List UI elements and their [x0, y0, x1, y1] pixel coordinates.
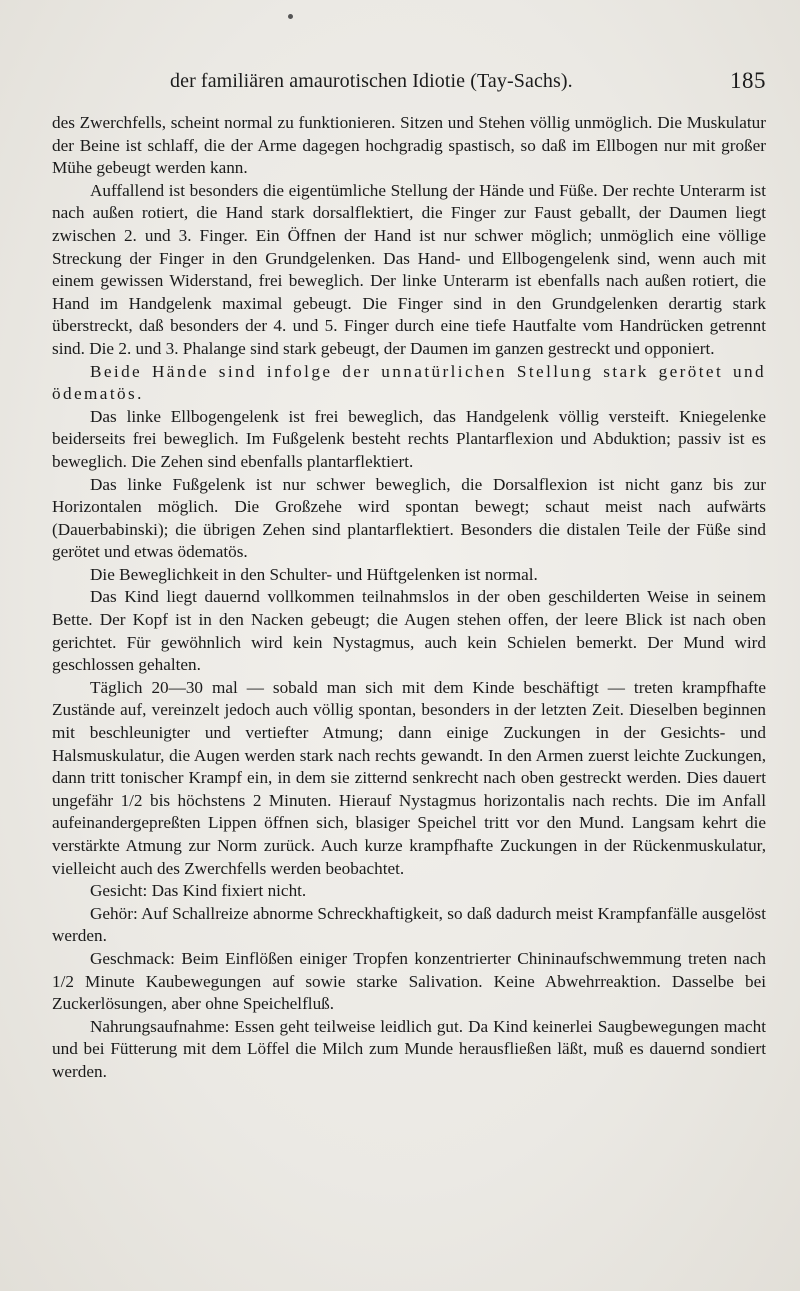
paragraph: Geschmack: Beim Einflößen einiger Tropfen konzentrierter Chininaufschwemmung treten nach 1/2 Minute Kaubewegungen auf sowie starke Salivation. Keine Abwehrreaktion. Dasselbe bei Zuckerlösungen, aber ohne Speichelfluß.	[52, 948, 766, 1014]
body-text	[52, 112, 766, 1084]
paragraph: Das Kind liegt dauernd vollkommen teilnahmslos in der oben geschilderten Weise in seinem Bette. Der Kopf ist in den Nacken gebeugt; die Augen stehen offen, der leere Blick ist nach oben gerichtet. Für gewöhnlich wird kein Nystagmus, auch kein Schielen bemerkt. Der Mund wird geschlossen gehalten.	[52, 587, 766, 675]
page-number: 185	[730, 68, 766, 93]
paragraph: Die Beweglichkeit in den Schulter- und Hüftgelenken ist normal.	[90, 564, 538, 584]
ink-speck	[288, 14, 293, 19]
running-head	[170, 70, 770, 98]
paragraph: Täglich 20—30 mal — sobald man sich mit dem Kinde beschäftigt — treten krampfhafte Zustände auf, vereinzelt jedoch auch völlig spontan, besonders in der letzten Zeit. Dieselben beginnen mit beschleunigter und vertiefter Atmung; dann einige Zuckungen in der Gesichts- und Halsmuskulatur, die Augen werden stark nach rechts gewandt. In den Armen zuerst leichte Zuckungen, dann tritt tonischer Krampf ein, in dem sie zitternd senkrecht nach oben gestreckt werden. Dies dauert ungefähr 1/2 bis höchstens 2 Minuten. Hierauf Nystagmus horizontalis nach rechts. Die im Anfall aufeinandergepreßten Lippen öffnen sich, blasiger Speichel tritt vor den Mund. Langsam kehrt die verstärkte Atmung zur Norm zurück. Auch kurze krampfhafte Zuckungen in der Rückenmuskulatur, vielleicht auch des Zwerchfells werden beobachtet.	[52, 677, 766, 878]
running-head-title: der familiären amaurotischen Idiotie (Tay-Sachs).	[170, 70, 573, 92]
paragraph: Gesicht: Das Kind fixiert nicht.	[90, 881, 307, 901]
paragraph: Nahrungsaufnahme: Essen geht teilweise leidlich gut. Da Kind keinerlei Saugbewegungen macht und bei Fütterung mit dem Löffel die Milch zum Munde herausfließen läßt, muß es dauernd sondiert werden.	[52, 1016, 766, 1081]
paragraph-spaced: Beide Hände sind infolge der unnatürlichen Stellung stark gerötet und ödematös.	[52, 361, 766, 404]
paragraph: Das linke Fußgelenk ist nur schwer beweglich, die Dorsalflexion ist nicht ganz bis zur Horizontalen möglich. Die Großzehe wird spontan bewegt; schaut meist nach aufwärts (Dauerbabinski); die übrigen Zehen sind plantarflektiert. Besonders die distalen Teile der Füße sind gerötet und etwas ödematös.	[52, 474, 766, 562]
paragraph: Auffallend ist besonders die eigentümliche Stellung der Hände und Füße. Der rechte Unterarm ist nach außen rotiert, die Hand stark dorsalflektiert, die Finger zur Faust geballt, der Daumen liegt zwischen 2. und 3. Finger. Ein Öffnen der Hand ist nur schwer möglich; unmöglich eine völlige Streckung der Finger in den Grundgelenken. Das Hand- und Ellbogengelenk sind, wenn auch mit einem gewissen Widerstand, frei beweglich. Der linke Unterarm ist ebenfalls nach außen rotiert, die Hand im Handgelenk maximal gebeugt. Die Finger sind in den Grundgelenken derartig stark überstreckt, daß besonders der 4. und 5. Finger durch eine tiefe Hautfalte vom Handrücken getrennt sind. Die 2. und 3. Phalange sind stark gebeugt, der Daumen im ganzen gestreckt und opponiert.	[52, 180, 766, 358]
paragraph: Das linke Ellbogengelenk ist frei beweglich, das Handgelenk völlig versteift. Kniegelenke beiderseits frei beweglich. Im Fußgelenk besteht rechts Plantarflexion und Abduktion; passiv ist es beweglich. Die Zehen sind ebenfalls plantarflektiert.	[52, 406, 766, 471]
paragraph: Gehör: Auf Schallreize abnorme Schreckhaftigkeit, so daß dadurch meist Krampfanfälle ausgelöst werden.	[52, 903, 766, 946]
paragraph: des Zwerchfells, scheint normal zu funktionieren. Sitzen und Stehen völlig unmöglich. Die Muskulatur der Beine ist schlaff, die der Arme dagegen hochgradig spastisch, so daß im Ellbogen nur mit großer Mühe gebeugt werden kann.	[52, 113, 766, 178]
